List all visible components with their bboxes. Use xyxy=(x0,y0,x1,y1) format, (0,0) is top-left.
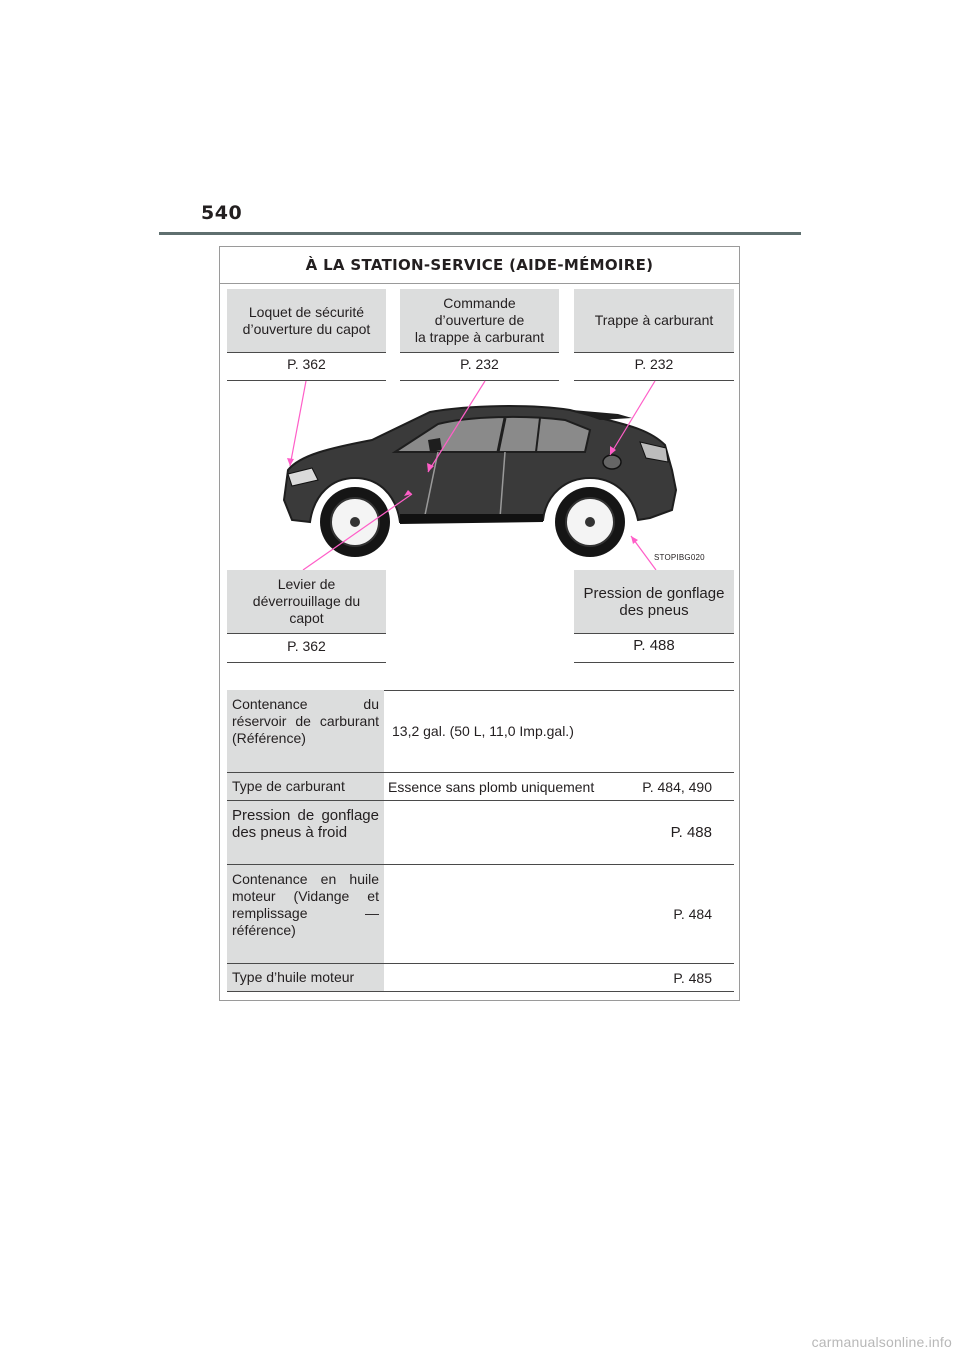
spec-value: 13,2 gal. (50 L, 11,0 Imp.gal.) xyxy=(392,723,574,739)
site-watermark: carmanualsonline.info xyxy=(811,1334,952,1350)
label-fuel-door: Trappe à carburant xyxy=(574,289,734,353)
spec-label: Pression de gonflage des pneus à froid xyxy=(227,801,384,864)
spec-ref[interactable]: P. 484, 490 xyxy=(642,778,712,795)
spec-label: Type de carburant xyxy=(227,773,384,800)
ref-fuel-door[interactable]: P. 232 xyxy=(574,353,734,381)
spec-ref[interactable]: P. 484 xyxy=(673,906,712,922)
ref-hood-release-lever[interactable]: P. 362 xyxy=(227,634,386,663)
spec-value: Essence sans plomb uniquement xyxy=(388,778,595,795)
spec-label: Contenance en huile moteur (Vidange et remplissage — référence) xyxy=(227,865,384,963)
spec-row-fuel-capacity xyxy=(227,690,734,773)
rear-wheel xyxy=(555,487,625,557)
spec-row-tire-pressure xyxy=(227,801,734,865)
spec-label: Contenance du réservoir de carburant (Référence) xyxy=(227,690,384,772)
label-fuel-door-opener: Commande d’ouverture de la trappe à carburant xyxy=(400,289,559,353)
label-tire-pressure: Pression de gonflage des pneus xyxy=(574,570,734,634)
illustration-code: STOPIBG020 xyxy=(654,553,705,562)
ref-tire-pressure[interactable]: P. 488 xyxy=(574,634,734,663)
spec-row-oil-type xyxy=(227,964,734,992)
ref-fuel-door-opener[interactable]: P. 232 xyxy=(400,353,559,381)
spec-row-oil-capacity xyxy=(227,865,734,964)
label-hood-release-lever: Levier de déverrouillage du capot xyxy=(227,570,386,634)
spec-ref[interactable]: P. 485 xyxy=(673,969,712,986)
ref-hood-safety-latch[interactable]: P. 362 xyxy=(227,353,386,381)
label-hood-safety-latch: Loquet de sécurité d’ouverture du capot xyxy=(227,289,386,353)
front-wheel xyxy=(320,487,390,557)
page-title: À LA STATION-SERVICE (AIDE-MÉMOIRE) xyxy=(220,247,739,284)
page-number: 540 xyxy=(201,202,243,224)
spec-row-fuel-type xyxy=(227,773,734,801)
spec-ref[interactable]: P. 488 xyxy=(670,824,712,841)
spec-label: Type d’huile moteur xyxy=(227,964,384,991)
